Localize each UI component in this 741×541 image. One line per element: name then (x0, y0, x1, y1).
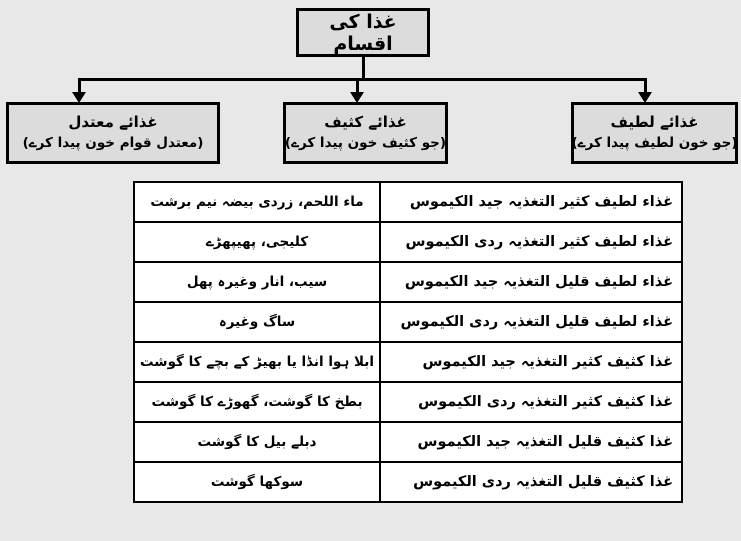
examples-cell: ساگ وغیرہ (134, 302, 380, 342)
root-node-label: غذا کی اقسام (329, 10, 397, 55)
connector-stem (362, 57, 365, 80)
branch-subtitle: (جو خون لطیف پیدا کرے) (571, 135, 738, 152)
table-row (134, 462, 682, 502)
table-row (134, 182, 682, 222)
examples-cell: کلیجی، پھیپھڑے (134, 222, 380, 262)
examples-cell: سیب، انار وغیرہ پھل (134, 262, 380, 302)
branch-subtitle: (معتدل قوام خون پیدا کرے) (22, 135, 204, 152)
category-cell: غذا کثیف قلیل التغذیہ جید الکیموس (380, 422, 682, 462)
category-cell: غذا کثیف کثیر التغذیہ جید الکیموس (380, 342, 682, 382)
branch-node-dense-food (283, 102, 448, 164)
root-node-food-types (296, 8, 430, 57)
table-row (134, 382, 682, 422)
branch-node-subtle-food (571, 102, 738, 164)
examples-cell: سوکھا گوشت (134, 462, 380, 502)
branch-title: غذائے لطیف (610, 113, 699, 132)
table-row (134, 302, 682, 342)
branch-title: غذائے کثیف (324, 113, 407, 132)
branch-subtitle: (جو کثیف خون پیدا کرے) (284, 135, 447, 152)
table-row (134, 222, 682, 262)
branch-title: غذائے معتدل (68, 113, 158, 132)
examples-cell: ابلا ہوا انڈا یا بھیڑ کے بچے کا گوشت (134, 342, 380, 382)
examples-cell: دبلے بیل کا گوشت (134, 422, 380, 462)
category-cell: غذاء لطیف قلیل التغذیہ جید الکیموس (380, 262, 682, 302)
table-row (134, 422, 682, 462)
connector-horizontal-line (78, 78, 647, 81)
category-cell: غذاء لطیف قلیل التغذیہ ردی الکیموس (380, 302, 682, 342)
examples-cell: ماء اللحم، زردی بیضہ نیم برشت (134, 182, 380, 222)
table-row (134, 262, 682, 302)
table-row (134, 342, 682, 382)
category-cell: غذاء لطیف کثیر التغذیہ جید الکیموس (380, 182, 682, 222)
category-cell: غذا کثیف کثیر التغذیہ ردی الکیموس (380, 382, 682, 422)
food-classification-table (133, 181, 683, 503)
category-cell: غذاء لطیف کثیر التغذیہ ردی الکیموس (380, 222, 682, 262)
branch-node-moderate-food (6, 102, 220, 164)
category-cell: غذا کثیف قلیل التغذیہ ردی الکیموس (380, 462, 682, 502)
examples-cell: بطخ کا گوشت، گھوڑے کا گوشت (134, 382, 380, 422)
